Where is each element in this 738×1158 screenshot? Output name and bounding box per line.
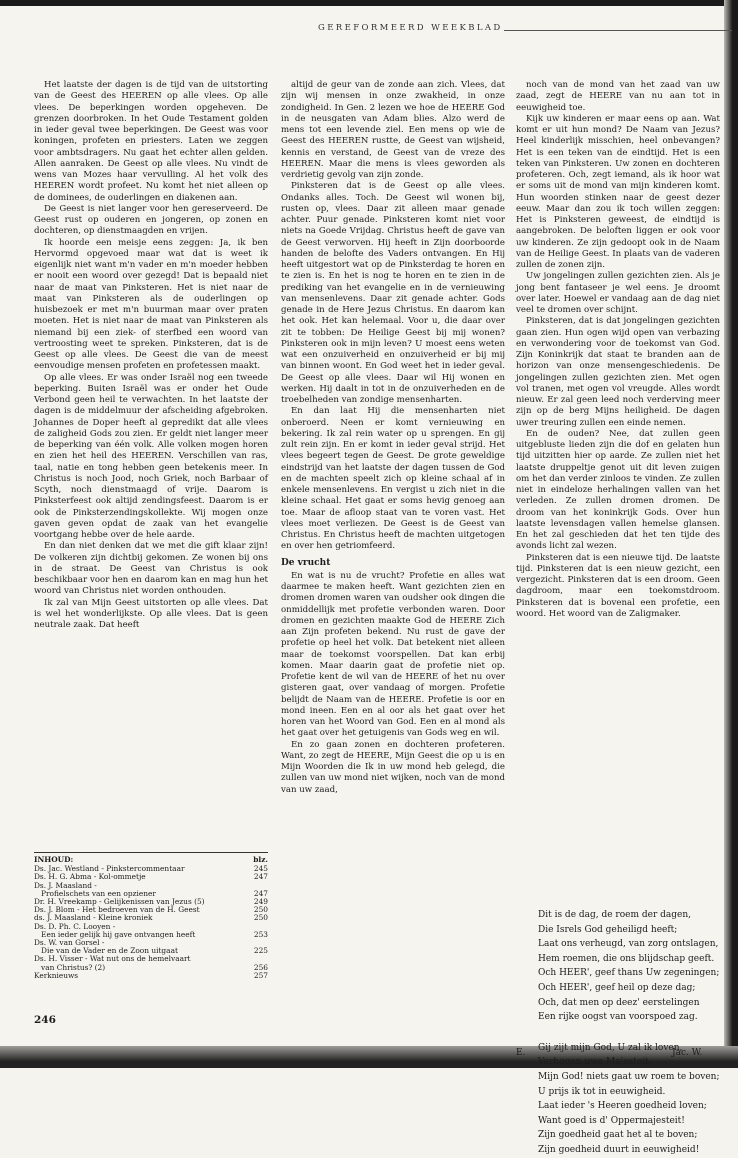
toc-title: Kerknieuws [34, 970, 79, 980]
poem-line: Die Isrels God geheiligd heeft; [538, 924, 678, 935]
toc-page: 225 [253, 946, 268, 956]
toc-page: 250 [253, 905, 268, 915]
toc-page: 249 [253, 897, 268, 907]
toc-title: Ds. Jac. Westland - Pinkstercommentaar [34, 864, 185, 874]
paragraph: En de ouden? Nee, dat zullen geen uitgebluste lieden zijn die dof en gelaten hun tijd uitzitten hier op aarde. Ze zullen niet het laatste druppeltje genot uit dit leven zuigen om het dan verder zinloos te vinden. Ze zullen niet in eindeloze herhalingen vallen van het verleden. Ze zullen dromen dromen. De droom van het koninkrijk Gods. Over hun laatste levensdagen vallen hemelse glansen. En het zal geschieden dat het ten tijde des avonds licht zal wezen. [516, 428, 720, 552]
paragraph: Pinksteren dat is een nieuwe tijd. De laatste tijd. Pinksteren dat is een nieuw gezicht, een vergezicht. Pinksteren dat is een droom. Geen dagdroom, maar een toekomstdroom. Pinksteren dat is bovenal een profetie, een woord. Het woord van de Zaligmaker. [516, 552, 720, 619]
poem-line: Och HEER', geef heil op deze dag; [538, 982, 696, 993]
poem-line: Gij zijt mijn God, U zal ik loven, [538, 1042, 683, 1053]
toc-title: van Christus? (2) [34, 962, 106, 972]
toc-rows [34, 865, 268, 980]
toc-page: 256 [253, 962, 268, 972]
table-of-contents [34, 856, 268, 980]
toc-title: Ds. H. G. Abma - Kol-ommetje [34, 872, 146, 882]
toc-page: 253 [253, 929, 268, 939]
toc-title: Een ieder gelijk hij gave ontvangen heeft [34, 929, 196, 939]
poem-line: Verhogen uwe Majesteit. [538, 1057, 652, 1068]
paragraph: Het laatste der dagen is de tijd van de uitstorting van de Geest des HEEREN op alle vlees. Op alle vlees. De beperkingen worden opgeheven. De grenzen doorbroken. In het Oude Testament golden in ieder geval twee beperkingen. De Geest was voor koningen, profeten en priesters. Laten we zeggen voor ambtsdragers. Nu gaat het echter allen gelden. Allen aanraken. De Geest op alle vlees. Nu vindt de wens van Mozes haar vervulling. Al het volk des HEEREN wordt profeet. Nu komt het niet alleen op de dominees, de ouderlingen en diakenen aan. [34, 80, 268, 203]
poem-stanza-2 [538, 1041, 728, 1158]
column-3 [516, 80, 720, 620]
scan-edge-top [0, 0, 738, 6]
poem-line: Hem roemen, die ons blijdschap geeft. [538, 953, 715, 964]
poem-line: Mijn God! niets gaat uw roem te boven; [538, 1071, 720, 1082]
poem-line: Zijn goedheid gaat het al te boven; [538, 1130, 698, 1141]
toc-page: 247 [253, 872, 268, 882]
paragraph: En wat is nu de vrucht? Profetie en alles wat daarmee te maken heeft. Want gezichten zien en dromen dromen waren van oudsher ook dingen die onmiddellijk met profetie verbonden waren. Door dromen en gezichten maakte God de HEERE Zich aan Zijn profeten bekend. Nu rust de gave der profetie op heel het volk. Dat betekent niet alleen maar de toekomst voorspellen. Dat kan erbij komen. Maar daarin gaat de profetie niet op. Profetie kent de wil van de HEERE of het nu over gisteren gaat, over vandaag of morgen. Profetie belijdt de Naam van de HEERE. Profetie is oor en mond ineen. Een en al oor als het gaat over het horen van het Woord van God. Een en al mond als het gaat over het getuigenis van Gods weg en wil. [281, 570, 505, 739]
toc-title: Profielschets van een opziener [34, 888, 156, 898]
poem-stanza-1 [538, 908, 728, 1025]
stanza-gap [538, 1025, 728, 1041]
toc-rule [34, 852, 268, 853]
paragraph: altijd de geur van de zonde aan zich. Vlees, dat zijn wij mensen in onze zwakheid, in onze zondigheid. In Gen. 2 lezen we hoe de HEERE God in de neusgaten van Adam blies. Alzo werd de mens tot een levende ziel. Een mens op wie de Geest des HEEREN rustte, de Geest van wijsheid, kennis en verstand, de Geest van de vreze des HEEREN. Maar die mens is vlees geworden als verdrietig gevolg van zijn zonde. [281, 80, 505, 180]
poem-line: Een rijke oogst van voorspoed zag. [538, 1012, 698, 1023]
toc-title: Ds. D. Ph. C. Looyen - [34, 921, 116, 931]
toc-title: Ds. J. Blom - Het bedroeven van de H. Geest [34, 905, 200, 915]
page-number: 246 [34, 1014, 56, 1026]
poem-line: U prijs ik tot in eeuwigheid. [538, 1086, 666, 1097]
toc-row [34, 972, 268, 980]
poem [538, 908, 728, 1158]
toc-header [34, 856, 268, 864]
poem-line: Dit is de dag, de roem der dagen, [538, 910, 691, 920]
toc-title: Ds. H. Visser - Wat nut ons de hemelvaart [34, 954, 191, 964]
paragraph: En dan niet denken dat we met die gift klaar zijn! De volkeren zijn dichtbij gekomen. Ze wonen bij ons in de straat. De Geest van Christus is ook beschikbaar voor hen en daarom kan en mag hun het woord van Christus niet worden onthouden. [34, 541, 268, 597]
toc-title: Dr. H. Vreekamp - Gelijkenissen van Jezus (5) [34, 897, 205, 907]
poem-line: Zijn goedheid duurt in eeuwigheid! [538, 1144, 700, 1155]
paragraph: Pinksteren, dat is dat jongelingen gezichten gaan zien. Hun ogen wijd open van verbazing en verwondering voor de toekomst van God. Zijn Koninkrijk dat staat te branden aan de horizon van onze mensengeschiedenis. De jongelingen zullen gezichten zien. Met ogen vol tranen, met ogen vol vreugde. Alles wordt nieuw. Er zal geen leed noch verderving meer zijn op de berg Mijns heiligheid. De dagen uwer treuring zullen een einde nemen. [516, 316, 720, 428]
poem-line: Och, dat men op deez' eerstelingen [538, 997, 700, 1008]
author-signature: Jac. W. [672, 1048, 703, 1058]
poem-line: Laat ieder 's Heeren goedheid loven; [538, 1101, 707, 1112]
toc-page-heading: blz. [253, 855, 268, 864]
toc-title: Ds. W. van Gorsel - [34, 938, 105, 948]
paragraph: De Geest is niet langer voor hen gereserveerd. De Geest rust op ouderen en jongeren, op zonen en dochteren, op dienstmaagden en vrijen. [34, 203, 268, 237]
column-2 [281, 80, 505, 796]
signoff-initial: E. [516, 1048, 526, 1058]
paragraph: Ik zal van Mijn Geest uitstorten op alle vlees. Dat is wel het wonderlijkste. Op alle vlees. Dat is geen neutrale zaak. Dat heeft [34, 597, 268, 630]
toc-title: Die van de Vader en de Zoon uitgaat [34, 946, 178, 956]
poem-line: Want goed is d' Oppermajesteit! [538, 1115, 685, 1126]
toc-page: 250 [253, 913, 268, 923]
paragraph: Pinksteren dat is de Geest op alle vlees. Ondanks alles. Toch. De Geest wil wonen bij, rusten op, vlees. Daar zit alleen maar genade achter. Puur genade. Pinksteren komt niet voor niets na Goede Vrijdag. Christus heeft de gave van de Geest verworven. Hij heeft in Zijn doorboorde handen de belofte des Vaders ontvangen. En Hij heeft uitgestort wat op de Pinksterdag te horen en te zien is. En het is nog te horen en te zien in de prediking van het evangelie en in de vernieuwing van mensenlevens. Daar zit genade achter. Gods genade in de Here Jezus Christus. En daarom kan het ook. Het kan helemaal. Voor u, die daar over zit te tobben: De Heilige Geest bij mij wonen? Pinksteren ook in mijn leven? U moest eens weten wat een onzuiverheid en onzuiverheid er bij mij van binnen woont. En God weet het in ieder geval. De Geest op alle vlees. Daar wil Hij wonen en werken. Hij daalt in tot in de onzuiverheden en de troebelheden van zondige mensenharten. [281, 181, 505, 405]
toc-title: ds. J. Maasland - Kleine kroniek [34, 913, 153, 923]
paragraph: Kijk uw kinderen er maar eens op aan. Wat komt er uit hun mond? De Naam van Jezus? Heel kinderlijk misschien, heel onbevangen? Het is een teken van de eindtijd. Het is een teken van Pinksteren. Uw zonen en dochteren profeteren. Och, zegt iemand, als ik hoor wat er soms uit de mond van mijn kinderen komt. Hun woorden stinken naar de geest dezer eeuw. Maar dan zou ik toch willen zeggen: Het is Pinksteren geweest, de eindtijd is aangebroken. De beloften liggen er ook voor uw kinderen. Ze zijn gedoopt ook in de Naam van de Heilige Geest. In plaats van de vaderen zullen de zonen zijn. [516, 113, 720, 270]
section-heading: De vrucht [281, 557, 331, 568]
paragraph: Uw jongelingen zullen gezichten zien. Als je jong bent fantaseer je wel eens. Je droomt over later. Hoewel er vandaag aan de dag niet veel te dromen over schijnt. [516, 271, 720, 315]
column-1 [34, 80, 268, 631]
toc-heading: INHOUD: [34, 855, 74, 864]
toc-page: 245 [253, 864, 268, 874]
poem-line: Laat ons verheugd, van zorg ontslagen, [538, 939, 719, 950]
paragraph: noch van de mond van het zaad van uw zaad, zegt de HEERE van nu aan tot in eeuwigheid toe. [516, 80, 720, 113]
toc-page: 257 [253, 970, 268, 980]
paragraph: Ik hoorde een meisje eens zeggen: Ja, ik ben Hervormd opgevoed maar wat dat is weet ik eigenlijk niet want m'n vader en m'n moeder hebben er nooit een woord over gezegd! Dat is bepaald niet naar de maat van Pinksteren. Het is niet naar de maat van Pinksteren als de ouderlingen op huisbezoek er met m'n buurman maar over praten moeten. Het is niet naar de maat van Pinksteren als niemand bij een ziek- of sterfbed een woord van vertroosting weet te spreken. Pinksteren, dat is de Geest op alle vlees. De Geest die van de meest eenvoudige mensen profeten en profetessen maakt. [34, 237, 268, 372]
toc-page: 247 [253, 888, 268, 898]
paragraph: En zo gaan zonen en dochteren profeteren. Want, zo zegt de HEERE, Mijn Geest die op u is en Mijn Woorden die Ik in uw mond heb gelegd, die zullen van uw mond niet wijken, noch van de mond van uw zaad, [281, 739, 505, 795]
paragraph: Op alle vlees. Er was onder Israël nog een tweede beperking. Buiten Israël was er onder het Oude Verbond geen heil te verwachten. In het laatste der dagen is de middelmuur der afscheiding afgebroken. Johannes de Doper heeft al gepredikt dat alle vlees de zaligheid Gods zou zien. Er geldt niet langer meer de beperking van één volk. Alle volken mogen horen en zien het heil des HEEREN. Verschillen van ras, taal, natie en tong hebben geen betekenis meer. In Christus is noch Jood, noch Griek, noch Barbaar of Scyth, noch dienstmaagd of vrije. Daarom is Pinksterfeest ook altijd zendingsfeest. Daarom is er ook de Pinksterzendingskollekte. Wij mogen onze gaven geven opdat de zaak van het evangelie voortgang hebbe over de hele aarde. [34, 372, 268, 540]
header-rule [504, 30, 732, 31]
paragraph: En dan laat Hij die mensenharten niet onberoerd. Neen er komt vernieuwing en bekering. Ik zal rein water op u sprengen. En gij zult rein zijn. En er komt in ieder geval strijd. Het vlees begeert tegen de Geest. De grote geweldige eindstrijd van het laatste der dagen tussen de God en de machten speelt zich op kleine schaal af in enkele mensenlevens. En vergist u zich niet in die kleine schaal. Het gaat er soms hevig genoeg aan toe. Maar de afloop staat van te voren vast. Het vlees moet verliezen. De Geest is de Geest van Christus. En Christus heeft de machten uitgetogen en over hen getriomfeerd. [281, 406, 505, 552]
running-head: GEREFORMEERD WEEKBLAD [318, 23, 503, 33]
toc-title: Ds. J. Maasland - [34, 880, 97, 890]
poem-line: Och HEER', geef thans Uw zegeningen; [538, 968, 720, 979]
